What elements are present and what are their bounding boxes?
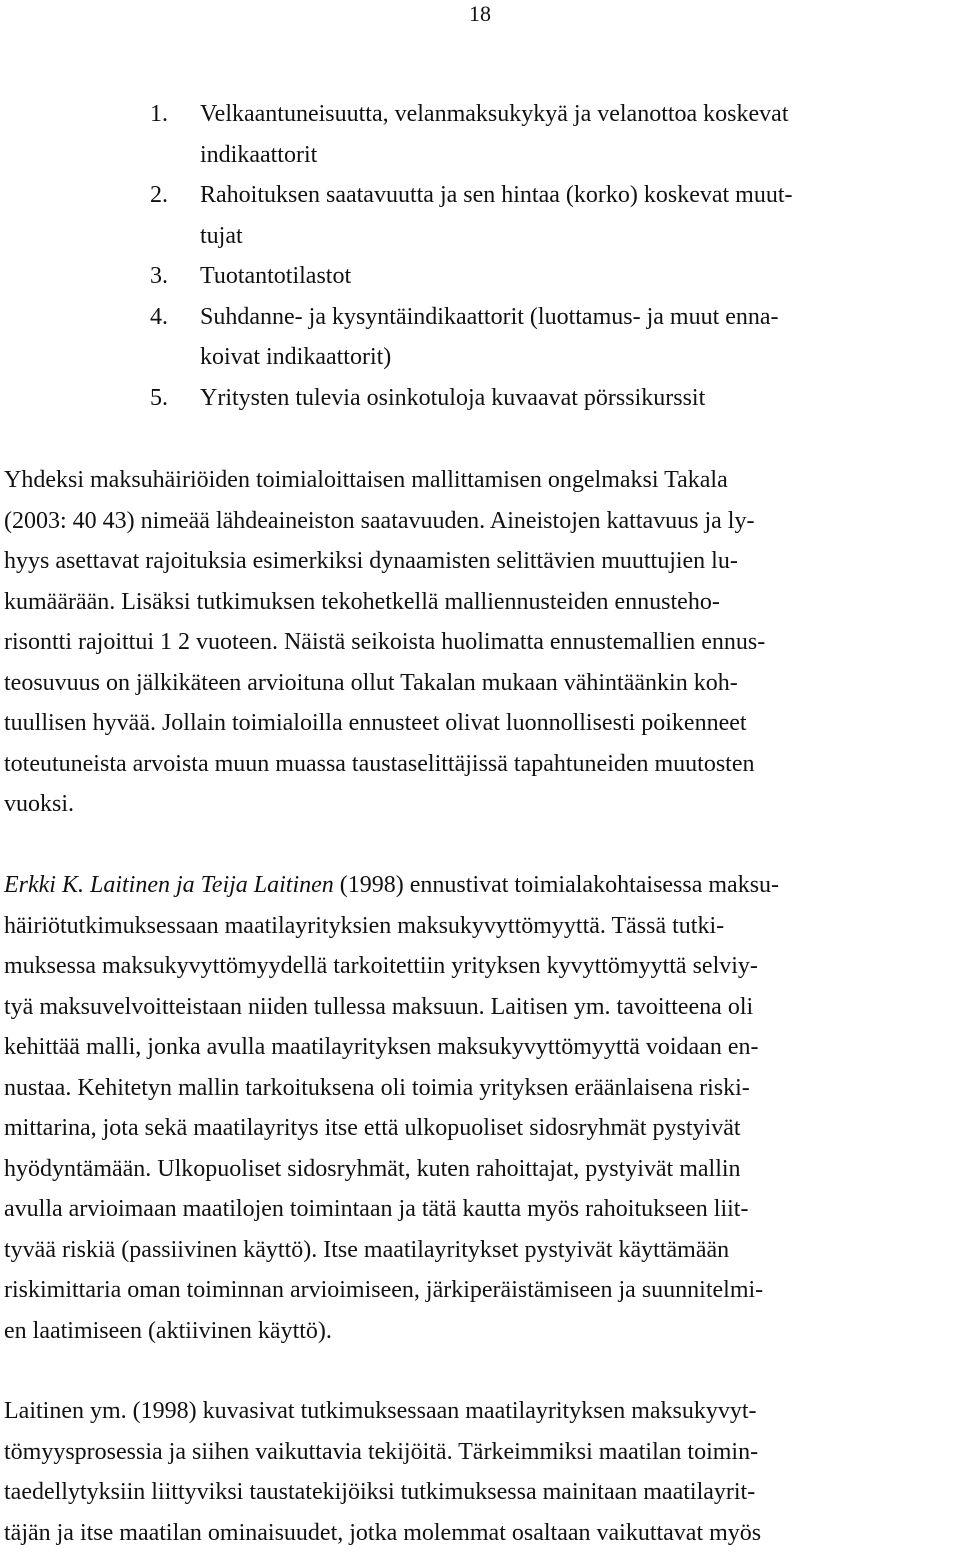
list-item xyxy=(150,256,940,297)
list-item-text: Velkaantuneisuutta, velanmaksukykyä ja velanottoa koskevat indikaattorit xyxy=(200,101,789,168)
list-item-text: Rahoituksen saatavuutta ja sen hintaa (korko) koskevat muut- tujat xyxy=(200,182,793,249)
list-item-number: 2. xyxy=(150,182,168,208)
list-item-text: Suhdanne- ja kysyntäindikaattorit (luottamus- ja muut enna- koivat indikaattorit) xyxy=(200,303,779,370)
indicator-list xyxy=(150,94,940,418)
list-item-text: Tuotantotilastot xyxy=(200,263,352,289)
author-names: Erkki K. Laitinen ja Teija Laitinen xyxy=(4,872,334,898)
list-item-number: 3. xyxy=(150,263,168,289)
paragraph-laitinen-body: (1998) ennustivat toimialakohtaisessa maksu- häiriötutkimuksessaan maatilayrityksien maksukyvyttömyyttä. Tässä tutki- muksessa maksukyvyttömyydellä tarkoitettiin yrityksen kyvyttömyyttä selviy- tyä maksuvelvoitteistaan niiden tullessa maksuun. Laitisen ym. tavoitteena oli kehittää malli, jonka avulla maatilayrityksen maksukyvyttömyyttä voidaan en- nustaa. Kehitetyn mallin tarkoituksena oli toimia yrityksen eräänlaisena riski- mittarina, jota sekä maatilayritys itse että ulkopuoliset sidosryhmät pystyivät hyödyntämään. Ulkopuoliset sidosryhmät, kuten rahoittajat, pystyivät mallin avulla arvioimaan maatilojen toimintaan ja tätä kautta myös rahoitukseen liit- tyvää riskiä (passiivinen käyttö). Itse maatilayritykset pystyivät käyttämään riskimittaria oman toiminnan arvioimiseen, järkiperäistämiseen ja suunnitelmi- en laatimiseen (aktiivinen käyttö). xyxy=(4,872,780,1344)
list-item-text: Yritysten tulevia osinkotuloja kuvaavat pörssikurssit xyxy=(200,384,706,411)
list-item xyxy=(150,378,940,419)
list-item-number: 4. xyxy=(150,303,168,330)
paragraph-laitinen xyxy=(4,865,956,1351)
paragraph-takala: Yhdeksi maksuhäiriöiden toimialoittaisen mallittamisen ongelmaksi Takala (2003: 40 43) nimeää lähdeaineiston saatavuuden. Aineistojen kattavuus ja ly- hyys asettavat rajoituksia esimerkiksi dynaamisten selittävien muuttujien lu- kumäärään. Lisäksi tutkimuksen tekohetkellä malliennusteiden ennustehо- risontti rajoittui 1 2 vuoteen. Näistä seikoista huolimatta ennustemallien ennus- teosuvuus on jälkikäteen arvioituna ollut Takalan mukaan vähintäänkin koh- tuullisen hyvää. Jollain toimialoilla ennusteet olivat luonnollisesti poikenneet toteutuneista arvoista muun muassa taustaselittäjissä tapahtuneiden muutosten vuoksi. xyxy=(4,467,766,817)
list-item-number: 5. xyxy=(150,384,168,411)
list-item xyxy=(150,94,940,175)
list-item xyxy=(150,175,940,256)
list-item-number: 1. xyxy=(150,101,168,127)
paragraph-laitinen-process: Laitinen ym. (1998) kuvasivat tutkimuksessaan maatilayrityksen maksukyvyt- tömyysprosessia ja siihen vaikuttavia tekijöitä. Tärkeimmiksi maatilan toimin- taedellytyksiin liittyviksi taustatekijöiksi tutkimuksessa mainitaan maatilayrit- täjän ja itse maatilan ominaisuudet, jotka molemmat osaltaan vaikuttavat myös xyxy=(4,1398,762,1546)
page-number: 18 xyxy=(469,1,491,26)
list-item xyxy=(150,297,940,378)
